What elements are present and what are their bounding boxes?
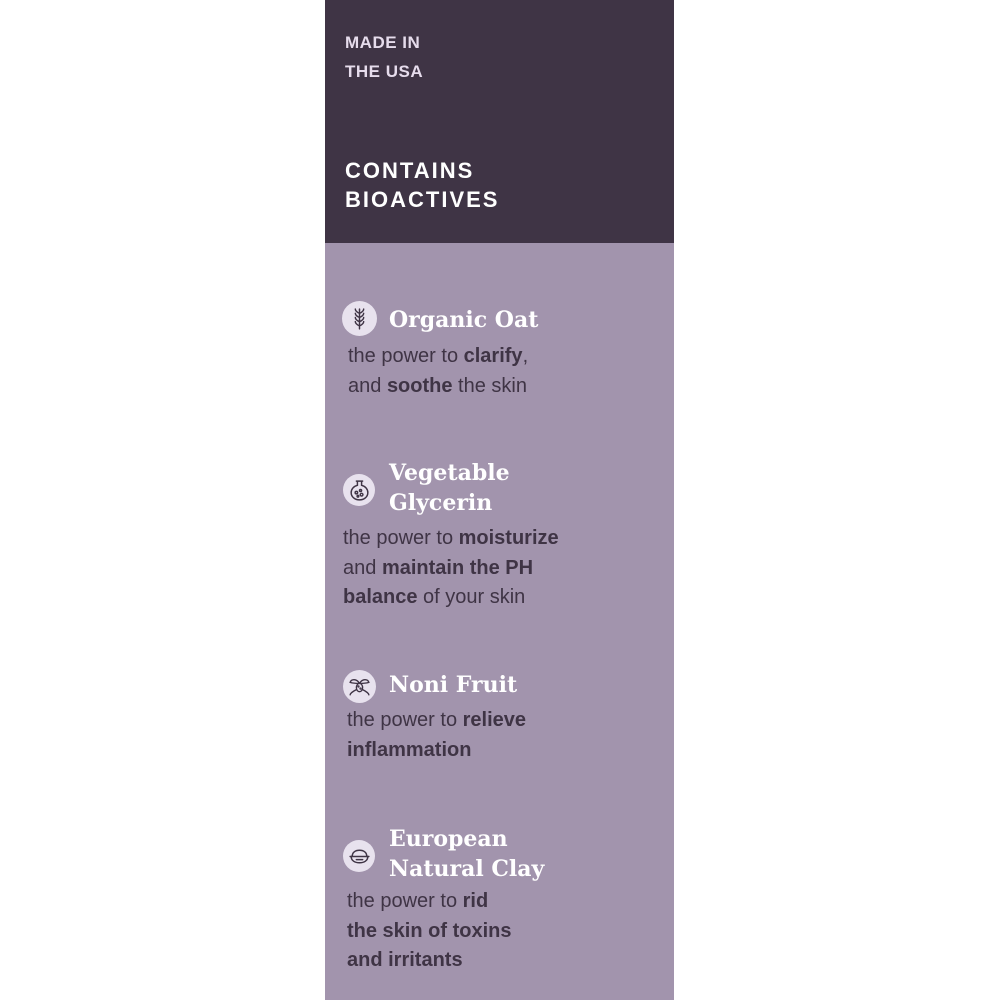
ingredient-description [343, 524, 559, 613]
made-in-usa-label [345, 28, 423, 86]
desc-line: and irritants [347, 949, 463, 971]
title-line: Organic Oat [389, 307, 539, 333]
contains-line-1: CONTAINS [345, 158, 475, 183]
title-line: European [389, 826, 508, 852]
desc-line: the power to clarify, [348, 345, 529, 367]
desc-line: and soothe the skin [348, 374, 527, 397]
ingredient-european-natural-clay [325, 824, 674, 984]
glycerin-flask-icon [343, 474, 375, 506]
ingredient-description [348, 342, 528, 401]
contains-bioactives-heading [345, 156, 499, 214]
desc-line: inflammation [347, 738, 472, 761]
ingredient-vegetable-glycerin [325, 458, 674, 618]
made-line-1: MADE IN [345, 33, 421, 52]
noni-fruit-icon [343, 670, 376, 703]
desc-line: the skin of toxins [347, 919, 512, 942]
contains-line-2: BIOACTIVES [345, 187, 500, 212]
ingredient-description [347, 706, 526, 765]
clay-bowl-icon [343, 840, 375, 872]
title-line: Noni Fruit [389, 672, 518, 698]
title-line: Natural Clay [389, 856, 545, 882]
desc-line: the power to rid [347, 890, 489, 912]
made-line-2: THE USA [345, 62, 424, 81]
desc-line: the power to relieve [347, 709, 527, 731]
title-line: Glycerin [389, 490, 493, 516]
ingredient-description [347, 887, 511, 976]
bioactives-panel [325, 0, 674, 1000]
desc-line: balance of your skin [343, 586, 526, 608]
header-block [325, 0, 674, 243]
title-line: Vegetable [389, 460, 510, 486]
ingredient-noni-fruit [325, 670, 674, 770]
desc-line: the power to moisturize [343, 527, 559, 549]
ingredient-title [389, 458, 510, 518]
desc-line: and maintain the PH [343, 556, 534, 579]
ingredient-title [389, 670, 517, 700]
ingredient-title [389, 824, 544, 884]
ingredient-title [389, 305, 538, 335]
wheat-icon [342, 301, 377, 336]
ingredient-organic-oat [325, 298, 674, 408]
